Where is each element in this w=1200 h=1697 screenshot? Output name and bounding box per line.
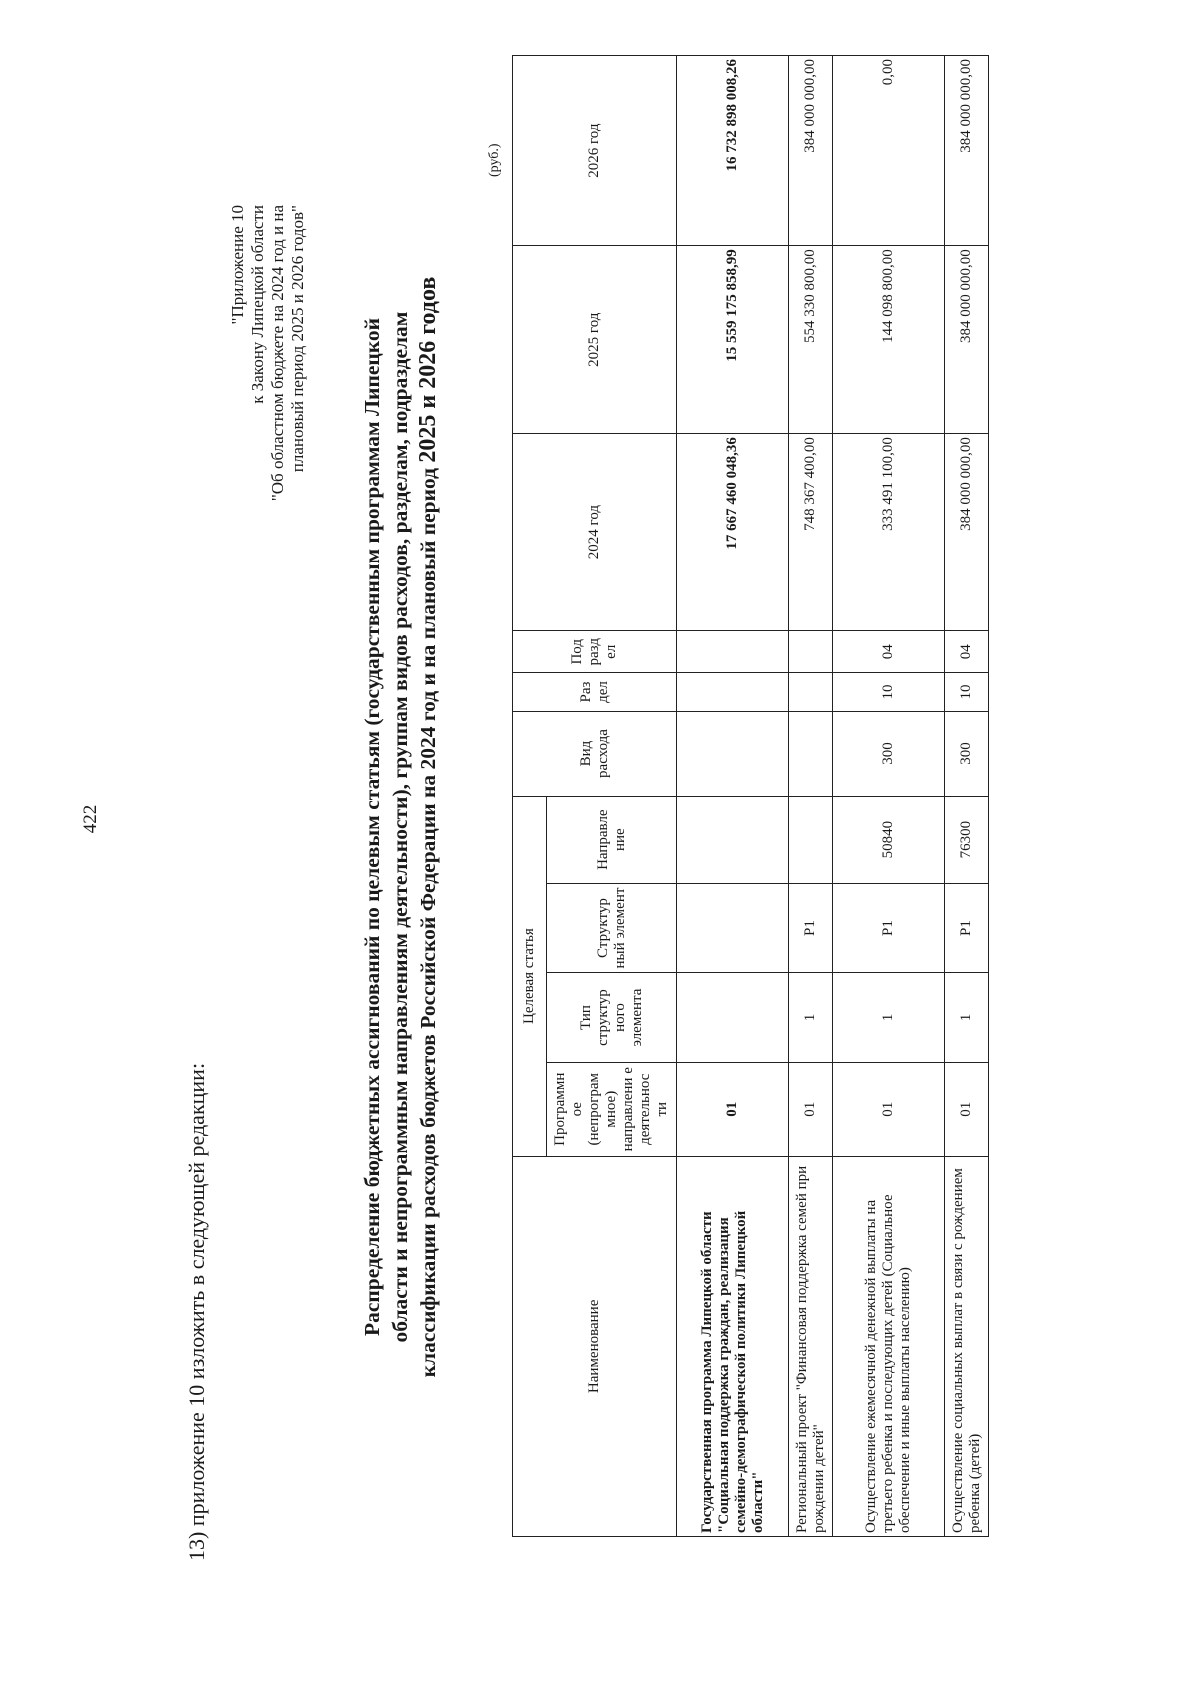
row-2025: 554 330 800,00 <box>789 246 833 434</box>
row-name: Государственная программа Липецкой области "Социальная поддержка граждан, реализация семейно-демографической политики Липецкой области" <box>677 1156 789 1536</box>
currency-unit: (руб.) <box>487 143 502 177</box>
header-struct-type: Тип структур ного элемента <box>547 973 677 1062</box>
header-year-2025: 2025 год <box>513 246 677 434</box>
row-subsection: 04 <box>945 631 989 674</box>
row-direction: 76300 <box>945 796 989 883</box>
heading-line-part: классификации расходов бюджетов Российской Федерации на 2024 год и на плановый период <box>416 468 440 1378</box>
header-section: Раз дел <box>513 673 677 711</box>
appendix-line: "Об областном бюджете на 2024 год и на <box>268 205 287 502</box>
row-struct-type <box>677 973 789 1062</box>
row-name: Осуществление социальных выплат в связи с рождением ребенка (детей) <box>945 1156 989 1536</box>
header-name: Наименование <box>513 1156 677 1536</box>
row-name: Осуществление ежемесячной денежной выплаты на третьего ребенка и последующих детей (Социальное обеспечение и иные выплаты населению) <box>833 1156 945 1536</box>
appendix-line: плановый период 2025 и 2026 годов" <box>288 205 307 473</box>
header-struct-element: Структур ный элемент <box>547 883 677 972</box>
row-struct-type: 1 <box>789 973 833 1062</box>
heading-line-years: 2025 и 2026 годов <box>415 276 441 463</box>
table-row <box>789 56 833 1537</box>
row-program: 01 <box>789 1062 833 1156</box>
row-struct-type: 1 <box>833 973 945 1062</box>
row-subsection <box>677 631 789 674</box>
row-section: 10 <box>945 673 989 711</box>
row-2026: 384 000 000,00 <box>789 56 833 246</box>
appendix-line: "Приложение 10 <box>228 205 247 325</box>
row-subsection <box>789 631 833 674</box>
row-2026: 0,00 <box>833 56 945 246</box>
intro-text: 13) приложение 10 изложить в следующей редакции: <box>184 1062 209 1561</box>
row-program: 01 <box>945 1062 989 1156</box>
heading-line <box>414 197 442 1457</box>
row-2024: 333 491 100,00 <box>833 434 945 631</box>
row-section: 10 <box>833 673 945 711</box>
row-expense-type <box>677 711 789 796</box>
row-struct-type: 1 <box>945 973 989 1062</box>
table-row <box>833 56 945 1537</box>
row-struct-element: Р1 <box>789 883 833 972</box>
header-expense-type: Вид расхода <box>513 711 677 796</box>
row-program: 01 <box>833 1062 945 1156</box>
table-row <box>677 56 789 1537</box>
appendix-reference <box>228 205 308 501</box>
row-2026: 16 732 898 008,26 <box>677 56 789 246</box>
header-year-2026: 2026 год <box>513 56 677 246</box>
row-section <box>789 673 833 711</box>
row-direction <box>789 796 833 883</box>
row-subsection: 04 <box>833 631 945 674</box>
row-direction: 50840 <box>833 796 945 883</box>
row-program: 01 <box>677 1062 789 1156</box>
heading-line: Распределение бюджетных ассигнований по целевым статьям (государственным программам Липецкой <box>360 317 384 1337</box>
header-subsection: Под разд ел <box>513 631 677 674</box>
row-direction <box>677 796 789 883</box>
heading-line: области и непрограммным направлениям деятельности), группам видов расходов, разделам, подразделам <box>388 311 412 1343</box>
row-name: Региональный проект "Финансовая поддержка семей при рождении детей" <box>789 1156 833 1536</box>
row-2024: 748 367 400,00 <box>789 434 833 631</box>
header-year-2024: 2024 год <box>513 434 677 631</box>
row-struct-element <box>677 883 789 972</box>
row-2025: 384 000 000,00 <box>945 246 989 434</box>
budget-table <box>512 55 989 1537</box>
row-struct-element: Р1 <box>833 883 945 972</box>
header-direction: Направле ние <box>547 796 677 883</box>
row-expense-type <box>789 711 833 796</box>
row-2024: 17 667 460 048,36 <box>677 434 789 631</box>
header-target-article: Целевая статья <box>513 796 547 1156</box>
row-2025: 144 098 800,00 <box>833 246 945 434</box>
row-2026: 384 000 000,00 <box>945 56 989 246</box>
row-2025: 15 559 175 858,99 <box>677 246 789 434</box>
row-expense-type: 300 <box>833 711 945 796</box>
row-2024: 384 000 000,00 <box>945 434 989 631</box>
header-program: Программн ое (непрограм мное) направлени е деятельнос ти <box>547 1062 677 1156</box>
row-struct-element: Р1 <box>945 883 989 972</box>
row-expense-type: 300 <box>945 711 989 796</box>
document-heading <box>358 197 442 1457</box>
page-number: 422 <box>80 804 101 834</box>
table-row <box>945 56 989 1537</box>
appendix-line: к Закону Липецкой области <box>248 205 267 404</box>
row-section <box>677 673 789 711</box>
